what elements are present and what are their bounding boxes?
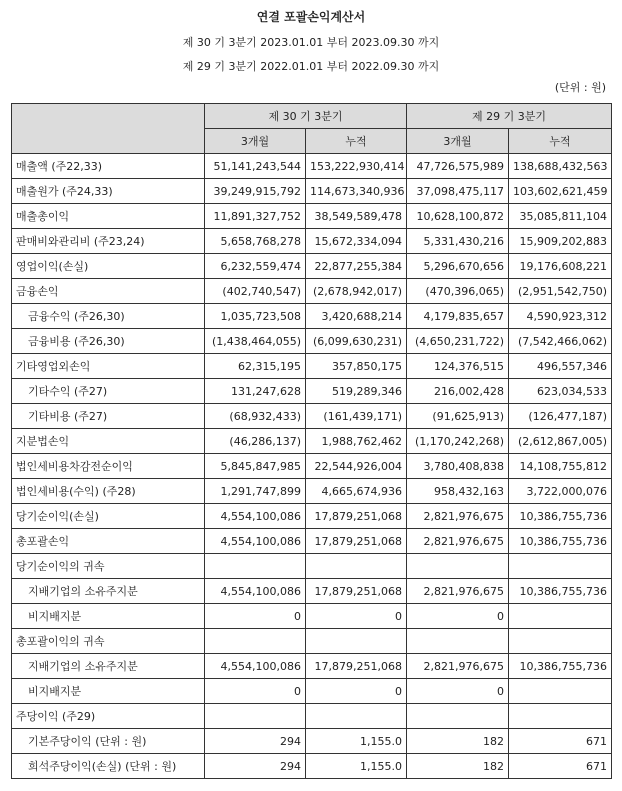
table-row (12, 754, 612, 779)
value-current-3m: 131,247,628 (205, 379, 306, 404)
value-prior-cumulative: 671 (509, 729, 612, 754)
row-label: 매출원가 (주24,33) (12, 179, 205, 204)
value-prior-3m: 182 (407, 729, 509, 754)
table-row (12, 279, 612, 304)
value-current-cumulative: 22,877,255,384 (306, 254, 407, 279)
value-current-cumulative: 1,155.0 (306, 754, 407, 779)
row-label: 총포괄손익 (12, 529, 205, 554)
table-row (12, 329, 612, 354)
value-current-cumulative: 38,549,589,478 (306, 204, 407, 229)
value-prior-cumulative: 14,108,755,812 (509, 454, 612, 479)
value-prior-cumulative: 10,386,755,736 (509, 504, 612, 529)
header-prior-period: 제 29 기 3분기 (407, 104, 612, 129)
value-prior-3m (407, 704, 509, 729)
value-prior-cumulative: 35,085,811,104 (509, 204, 612, 229)
table-row (12, 179, 612, 204)
header-blank-cell (12, 104, 205, 154)
period-prior: 제 29 기 3분기 2022.01.01 부터 2022.09.30 까지 (182, 60, 440, 73)
table-row (12, 304, 612, 329)
value-current-3m: 0 (205, 679, 306, 704)
value-current-3m: 51,141,243,544 (205, 154, 306, 179)
row-label: 매출총이익 (12, 204, 205, 229)
value-current-3m: 4,554,100,086 (205, 529, 306, 554)
value-current-3m: 294 (205, 754, 306, 779)
value-current-3m: 294 (205, 729, 306, 754)
value-current-cumulative: 17,879,251,068 (306, 654, 407, 679)
value-prior-cumulative: 3,722,000,076 (509, 479, 612, 504)
value-prior-cumulative (509, 604, 612, 629)
value-current-3m: 62,315,195 (205, 354, 306, 379)
table-row (12, 679, 612, 704)
value-prior-3m (407, 554, 509, 579)
row-label: 지배기업의 소유주지분 (12, 579, 205, 604)
value-current-3m: (68,932,433) (205, 404, 306, 429)
table-row (12, 504, 612, 529)
row-label: 매출액 (주22,33) (12, 154, 205, 179)
table-row (12, 654, 612, 679)
row-label: 당기순이익의 귀속 (12, 554, 205, 579)
row-label: 기타영업외손익 (12, 354, 205, 379)
row-label: 판매비와관리비 (주23,24) (12, 229, 205, 254)
value-prior-3m: 37,098,475,117 (407, 179, 509, 204)
value-prior-cumulative: (2,612,867,005) (509, 429, 612, 454)
header-current-cumulative: 누적 (306, 129, 407, 154)
value-current-cumulative: 153,222,930,414 (306, 154, 407, 179)
value-current-cumulative: 114,673,340,936 (306, 179, 407, 204)
value-current-cumulative: 1,988,762,462 (306, 429, 407, 454)
value-prior-3m: 216,002,428 (407, 379, 509, 404)
value-current-3m: 5,845,847,985 (205, 454, 306, 479)
row-label: 비지배지분 (12, 604, 205, 629)
value-prior-3m: 2,821,976,675 (407, 654, 509, 679)
table-row (12, 204, 612, 229)
row-label: 금융비용 (주26,30) (12, 329, 205, 354)
statement-body (12, 154, 612, 779)
value-current-3m: 6,232,559,474 (205, 254, 306, 279)
value-prior-cumulative: (2,951,542,750) (509, 279, 612, 304)
value-prior-cumulative: (7,542,466,062) (509, 329, 612, 354)
value-prior-cumulative: 623,034,533 (509, 379, 612, 404)
value-current-3m (205, 704, 306, 729)
row-label: 금융손익 (12, 279, 205, 304)
value-prior-cumulative: 138,688,432,563 (509, 154, 612, 179)
table-row (12, 454, 612, 479)
row-label: 비지배지분 (12, 679, 205, 704)
table-row (12, 554, 612, 579)
row-label: 금융수익 (주26,30) (12, 304, 205, 329)
value-prior-3m: 958,432,163 (407, 479, 509, 504)
value-current-cumulative: 357,850,175 (306, 354, 407, 379)
header-current-3m: 3개월 (205, 129, 306, 154)
row-label: 법인세비용(수익) (주28) (12, 479, 205, 504)
table-row (12, 154, 612, 179)
table-row (12, 604, 612, 629)
row-label: 지분법손익 (12, 429, 205, 454)
value-prior-cumulative: 15,909,202,883 (509, 229, 612, 254)
value-prior-cumulative: 671 (509, 754, 612, 779)
row-label: 기타비용 (주27) (12, 404, 205, 429)
table-row (12, 354, 612, 379)
value-prior-3m: (470,396,065) (407, 279, 509, 304)
value-prior-cumulative: (126,477,187) (509, 404, 612, 429)
header-row-group (12, 104, 612, 129)
table-row (12, 429, 612, 454)
value-prior-3m: 47,726,575,989 (407, 154, 509, 179)
table-row (12, 479, 612, 504)
value-current-3m: 4,554,100,086 (205, 579, 306, 604)
value-current-cumulative: 22,544,926,004 (306, 454, 407, 479)
table-row (12, 704, 612, 729)
value-prior-3m: 10,628,100,872 (407, 204, 509, 229)
table-row (12, 379, 612, 404)
value-current-cumulative: 4,665,674,936 (306, 479, 407, 504)
value-current-cumulative: 15,672,334,094 (306, 229, 407, 254)
value-prior-cumulative: 10,386,755,736 (509, 529, 612, 554)
table-row (12, 404, 612, 429)
value-current-3m: 11,891,327,752 (205, 204, 306, 229)
value-prior-cumulative: 19,176,608,221 (509, 254, 612, 279)
value-current-cumulative: 519,289,346 (306, 379, 407, 404)
value-prior-cumulative: 10,386,755,736 (509, 654, 612, 679)
value-prior-3m: 2,821,976,675 (407, 504, 509, 529)
value-current-cumulative: 0 (306, 679, 407, 704)
table-row (12, 729, 612, 754)
value-current-3m: 4,554,100,086 (205, 504, 306, 529)
value-current-cumulative: (161,439,171) (306, 404, 407, 429)
value-prior-cumulative: 4,590,923,312 (509, 304, 612, 329)
value-current-cumulative: 3,420,688,214 (306, 304, 407, 329)
value-prior-3m: (4,650,231,722) (407, 329, 509, 354)
row-label: 기타수익 (주27) (12, 379, 205, 404)
income-statement-table (11, 103, 612, 779)
value-current-cumulative (306, 704, 407, 729)
table-row (12, 254, 612, 279)
value-current-cumulative (306, 629, 407, 654)
value-current-3m: 1,035,723,508 (205, 304, 306, 329)
value-prior-3m: 5,296,670,656 (407, 254, 509, 279)
value-prior-cumulative (509, 554, 612, 579)
row-label: 총포괄이익의 귀속 (12, 629, 205, 654)
value-prior-3m: (1,170,242,268) (407, 429, 509, 454)
value-prior-3m: 2,821,976,675 (407, 529, 509, 554)
value-prior-cumulative: 496,557,346 (509, 354, 612, 379)
table-row (12, 629, 612, 654)
value-current-3m: 4,554,100,086 (205, 654, 306, 679)
header-prior-cumulative: 누적 (509, 129, 612, 154)
value-current-cumulative: 1,155.0 (306, 729, 407, 754)
value-current-cumulative (306, 554, 407, 579)
value-current-3m: 1,291,747,899 (205, 479, 306, 504)
value-current-3m (205, 629, 306, 654)
statement-title: 연결 포괄손익계산서 (256, 10, 366, 24)
value-prior-cumulative: 10,386,755,736 (509, 579, 612, 604)
value-prior-3m: 5,331,430,216 (407, 229, 509, 254)
row-label: 영업이익(손실) (12, 254, 205, 279)
value-prior-3m: 182 (407, 754, 509, 779)
row-label: 희석주당이익(손실) (단위 : 원) (12, 754, 205, 779)
value-prior-3m: 4,179,835,657 (407, 304, 509, 329)
value-current-cumulative: 0 (306, 604, 407, 629)
value-current-3m (205, 554, 306, 579)
row-label: 당기순이익(손실) (12, 504, 205, 529)
value-prior-3m: 2,821,976,675 (407, 579, 509, 604)
value-current-3m: 0 (205, 604, 306, 629)
row-label: 법인세비용차감전순이익 (12, 454, 205, 479)
unit-label: (단위 : 원) (554, 81, 606, 94)
row-label: 주당이익 (주29) (12, 704, 205, 729)
value-prior-cumulative: 103,602,621,459 (509, 179, 612, 204)
value-current-3m: (1,438,464,055) (205, 329, 306, 354)
value-current-cumulative: 17,879,251,068 (306, 529, 407, 554)
row-label: 기본주당이익 (단위 : 원) (12, 729, 205, 754)
header-prior-3m: 3개월 (407, 129, 509, 154)
value-current-3m: (402,740,547) (205, 279, 306, 304)
value-prior-cumulative (509, 679, 612, 704)
period-current: 제 30 기 3분기 2023.01.01 부터 2023.09.30 까지 (182, 36, 440, 49)
value-current-cumulative: (2,678,942,017) (306, 279, 407, 304)
value-current-3m: 5,658,768,278 (205, 229, 306, 254)
value-prior-cumulative (509, 629, 612, 654)
table-row (12, 579, 612, 604)
value-current-cumulative: 17,879,251,068 (306, 579, 407, 604)
table-row (12, 229, 612, 254)
value-current-cumulative: (6,099,630,231) (306, 329, 407, 354)
value-current-cumulative: 17,879,251,068 (306, 504, 407, 529)
value-prior-cumulative (509, 704, 612, 729)
value-prior-3m: 0 (407, 604, 509, 629)
table-row (12, 529, 612, 554)
value-prior-3m: (91,625,913) (407, 404, 509, 429)
value-current-3m: (46,286,137) (205, 429, 306, 454)
header-current-period: 제 30 기 3분기 (205, 104, 407, 129)
value-prior-3m: 3,780,408,838 (407, 454, 509, 479)
value-prior-3m: 0 (407, 679, 509, 704)
value-current-3m: 39,249,915,792 (205, 179, 306, 204)
value-prior-3m: 124,376,515 (407, 354, 509, 379)
value-prior-3m (407, 629, 509, 654)
row-label: 지배기업의 소유주지분 (12, 654, 205, 679)
